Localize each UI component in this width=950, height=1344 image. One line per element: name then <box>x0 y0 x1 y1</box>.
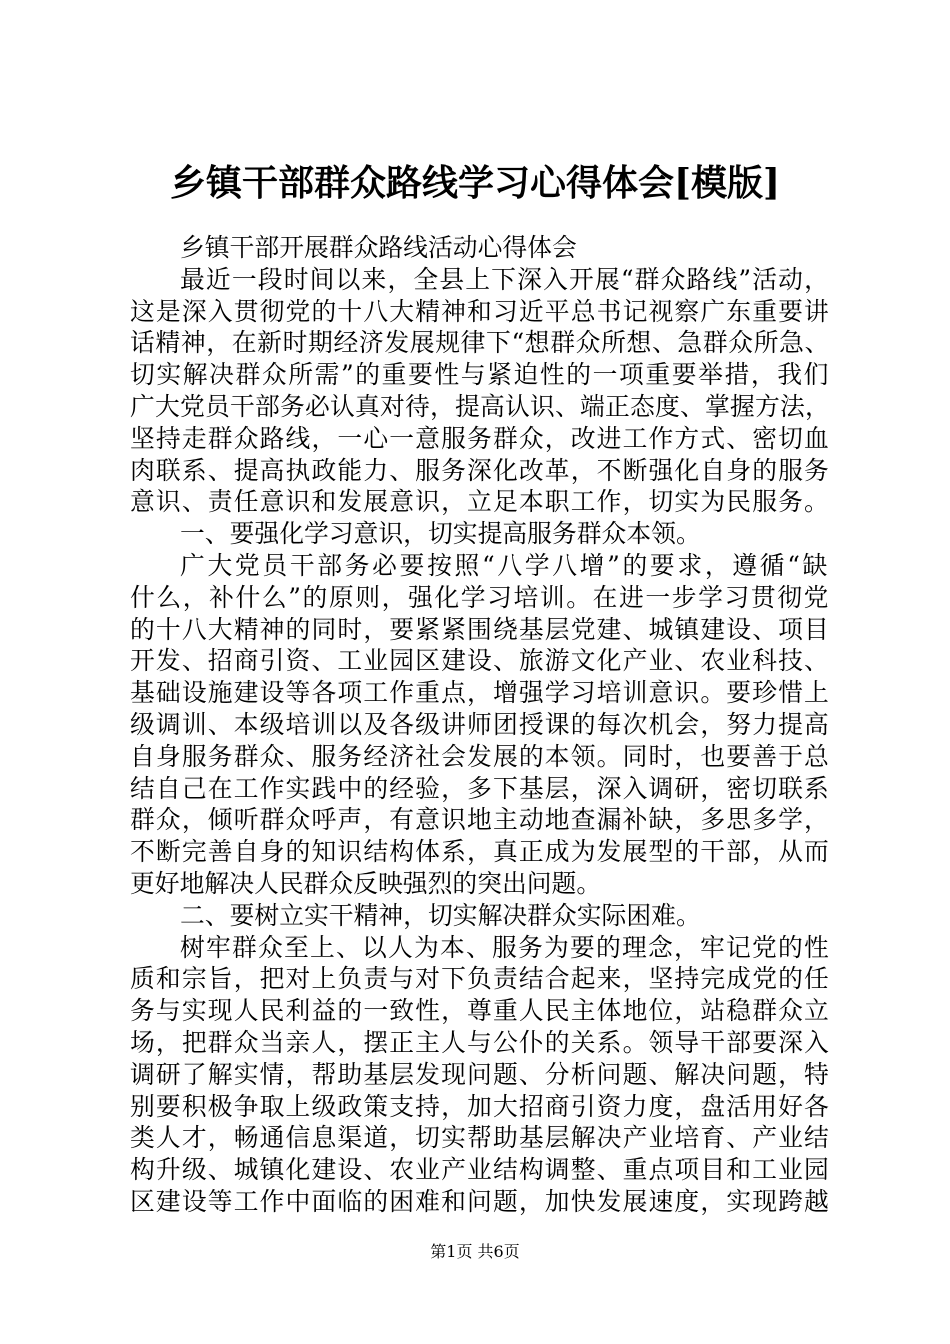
text-line: 自身服务群众、服务经济社会发展的本领。同时，也要善于总 <box>130 741 830 771</box>
text-line: 意识、责任意识和发展意识，立足本职工作，切实为民服务。 <box>130 487 830 517</box>
text-line: 坚持走群众路线，一心一意服务群众，改进工作方式、密切血 <box>130 423 830 453</box>
text-line: 群众，倾听群众呼声，有意识地主动地查漏补缺，多思多学， <box>130 805 830 835</box>
text-line: 开发、招商引资、工业园区建设、旅游文化产业、农业科技、 <box>130 646 830 676</box>
text-line: 什么，补什么”的原则，强化学习培训。在进一步学习贯彻党 <box>130 582 830 612</box>
page-footer: 第1页 共6页 <box>430 1242 520 1261</box>
text-line: 这是深入贯彻党的十八大精神和习近平总书记视察广东重要讲 <box>130 296 830 326</box>
text-line: 级调训、本级培训以及各级讲师团授课的每次机会，努力提高 <box>130 709 830 739</box>
text-line: 广大党员干部务必要按照“八学八增”的要求，遵循“缺 <box>180 550 830 580</box>
text-line: 质和宗旨，把对上负责与对下负责结合起来，坚持完成党的任 <box>130 964 830 994</box>
text-line: 结自己在工作实践中的经验，多下基层，深入调研，密切联系 <box>130 773 830 803</box>
text-line: 切实解决群众所需”的重要性与紧迫性的一项重要举措，我们 <box>130 360 830 390</box>
text-line: 类人才，畅通信息渠道，切实帮助基层解决产业培育、产业结 <box>130 1123 830 1153</box>
text-line: 调研了解实情，帮助基层发现问题、分析问题、解决问题，特 <box>130 1059 830 1089</box>
text-line: 务与实现人民利益的一致性，尊重人民主体地位，站稳群众立 <box>130 996 830 1026</box>
text-line: 一、要强化学习意识，切实提高服务群众本领。 <box>180 519 701 549</box>
text-line: 的十八大精神的同时，要紧紧围绕基层党建、城镇建设、项目 <box>130 614 830 644</box>
text-line: 场，把群众当亲人，摆正主人与公仆的关系。领导干部要深入 <box>130 1027 830 1057</box>
text-line: 肉联系、提高执政能力、服务深化改革，不断强化自身的服务 <box>130 455 830 485</box>
text-line: 基础设施建设等各项工作重点，增强学习培训意识。要珍惜上 <box>130 678 830 708</box>
text-line: 不断完善自身的知识结构体系，真正成为发展型的干部，从而 <box>130 837 830 867</box>
text-line: 二、要树立实干精神，切实解决群众实际困难。 <box>180 900 701 930</box>
text-line: 构升级、城镇化建设、农业产业结构调整、重点项目和工业园 <box>130 1155 830 1185</box>
text-line: 别要积极争取上级政策支持，加大招商引资力度，盘活用好各 <box>130 1091 830 1121</box>
document-title: 乡镇干部群众路线学习心得体会[模版] <box>169 162 781 204</box>
text-line: 乡镇干部开展群众路线活动心得体会 <box>180 233 577 262</box>
text-line: 区建设等工作中面临的困难和问题，加快发展速度，实现跨越 <box>130 1186 830 1216</box>
text-line: 更好地解决人民群众反映强烈的突出问题。 <box>130 868 602 898</box>
text-line: 树牢群众至上、以人为本、服务为要的理念，牢记党的性 <box>180 932 830 962</box>
text-line: 广大党员干部务必认真对待，提高认识、端正态度、掌握方法， <box>130 391 830 421</box>
document-body <box>130 232 830 1218</box>
text-line: 话精神，在新时期经济发展规律下“想群众所想、急群众所急、 <box>130 328 830 358</box>
text-line: 最近一段时间以来，全县上下深入开展“群众路线”活动， <box>180 264 830 294</box>
